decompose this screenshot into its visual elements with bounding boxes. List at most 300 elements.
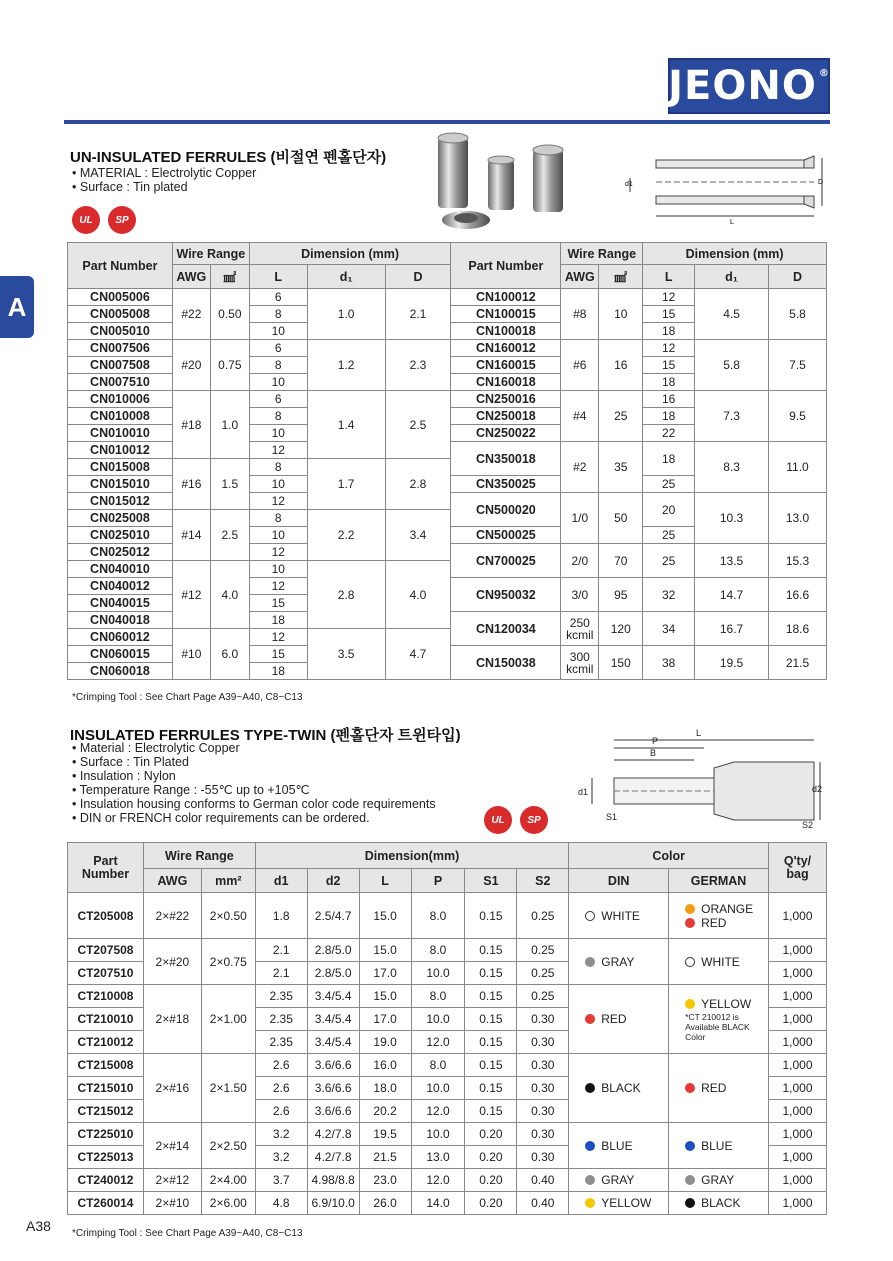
- dim-S1: 0.15: [465, 962, 517, 985]
- dim-S1: 0.20: [465, 1146, 517, 1169]
- length: 6: [249, 289, 307, 306]
- length: 12: [249, 578, 307, 595]
- length: 8: [249, 306, 307, 323]
- dim-S1: 0.15: [465, 893, 517, 939]
- col-S2: S2: [517, 869, 569, 893]
- color-dot-icon: [585, 957, 595, 967]
- din-color-label: YELLOW: [601, 1196, 652, 1210]
- B-label: B: [650, 748, 657, 758]
- sec2-drawing: [574, 724, 830, 832]
- table-row: [68, 391, 827, 408]
- mm2: 2×0.75: [201, 939, 255, 985]
- dim-S2: 0.40: [517, 1192, 569, 1215]
- part-number: CN060015: [68, 646, 173, 663]
- quantity: 1,000: [769, 1100, 827, 1123]
- d1: 5.8: [695, 340, 769, 391]
- din-color: [569, 1054, 669, 1123]
- part-number: CN100015: [451, 306, 561, 323]
- col-part: Part Number: [68, 843, 144, 893]
- D: 2.8: [385, 459, 451, 510]
- length: 12: [249, 544, 307, 561]
- awg: 2/0: [561, 544, 599, 578]
- length: 25: [643, 527, 695, 544]
- part-number: CN060018: [68, 663, 173, 680]
- dim-d1: 2.1: [255, 939, 307, 962]
- quantity: 1,000: [769, 893, 827, 939]
- dim-S1: 0.15: [465, 1100, 517, 1123]
- awg: 1/0: [561, 493, 599, 544]
- col-awg: AWG: [143, 869, 201, 893]
- mm2: 2.5: [210, 510, 249, 561]
- dim-S2: 0.25: [517, 962, 569, 985]
- part-number: CN005010: [68, 323, 173, 340]
- mm2: 120: [599, 612, 643, 646]
- dim-S2: 0.30: [517, 1031, 569, 1054]
- awg: #12: [172, 561, 210, 629]
- D-label: D: [818, 179, 824, 186]
- d1: 10.3: [695, 493, 769, 544]
- quantity: 1,000: [769, 939, 827, 962]
- part-number: CN007506: [68, 340, 173, 357]
- length: 32: [643, 578, 695, 612]
- length: 25: [643, 544, 695, 578]
- sec1-bullets: [72, 166, 256, 194]
- dim-d1: 3.2: [255, 1146, 307, 1169]
- d1: 7.3: [695, 391, 769, 442]
- length: 15: [249, 595, 307, 612]
- d1: 4.5: [695, 289, 769, 340]
- quantity: 1,000: [769, 1008, 827, 1031]
- D: 18.6: [769, 612, 827, 646]
- length: 15: [643, 357, 695, 374]
- dim-L: 15.0: [359, 939, 411, 962]
- d1: 8.3: [695, 442, 769, 493]
- dim-P: 8.0: [411, 939, 465, 962]
- quantity: 1,000: [769, 1123, 827, 1146]
- mm2: 25: [599, 391, 643, 442]
- ul-cert-icon: UL: [72, 206, 100, 234]
- color-dot-icon: [685, 1141, 695, 1151]
- dim-d2: 4.2/7.8: [307, 1146, 359, 1169]
- part-number: CT207508: [68, 939, 144, 962]
- D: 16.6: [769, 578, 827, 612]
- dim-d1: 2.1: [255, 962, 307, 985]
- col-d1: d₁: [307, 265, 385, 289]
- mm2: 4.0: [210, 561, 249, 629]
- din-color-label: BLACK: [601, 1081, 641, 1095]
- table-row: [68, 1123, 827, 1146]
- L-label: L: [730, 219, 734, 226]
- length: 38: [643, 646, 695, 680]
- mm2: 10: [599, 289, 643, 340]
- part-number: CN010012: [68, 442, 173, 459]
- length: 8: [249, 459, 307, 476]
- part-number: CN040015: [68, 595, 173, 612]
- length: 22: [643, 425, 695, 442]
- mm2: 16: [599, 340, 643, 391]
- dim-d2: 3.6/6.6: [307, 1100, 359, 1123]
- dim-d2: 6.9/10.0: [307, 1192, 359, 1215]
- dim-d2: 3.6/6.6: [307, 1077, 359, 1100]
- col-awg: AWG: [561, 265, 599, 289]
- german-color: [669, 893, 769, 939]
- part-number: CT260014: [68, 1192, 144, 1215]
- awg: 3/0: [561, 578, 599, 612]
- part-number: CN015010: [68, 476, 173, 493]
- table-row: [68, 893, 827, 939]
- dim-L: 15.0: [359, 893, 411, 939]
- length: 6: [249, 391, 307, 408]
- german-color-label: ORANGE: [701, 901, 754, 916]
- color-dot-icon: [585, 1175, 595, 1185]
- col-din: DIN: [569, 869, 669, 893]
- insulated-table: [67, 842, 827, 1215]
- dim-P: 12.0: [411, 1169, 465, 1192]
- d1: 2.2: [307, 510, 385, 561]
- mm2: 2×2.50: [201, 1123, 255, 1169]
- d1: 2.8: [307, 561, 385, 629]
- table-row: [68, 289, 827, 306]
- color-dot-icon: [685, 1198, 695, 1208]
- part-number: CN250016: [451, 391, 561, 408]
- mm2: 1.5: [210, 459, 249, 510]
- S1-label: S1: [606, 812, 618, 822]
- D: 4.7: [385, 629, 451, 680]
- D: 15.3: [769, 544, 827, 578]
- dim-L: 19.0: [359, 1031, 411, 1054]
- dim-d1: 1.8: [255, 893, 307, 939]
- dim-L: 20.2: [359, 1100, 411, 1123]
- german-color: [669, 1054, 769, 1123]
- length: 12: [249, 442, 307, 459]
- dim-S2: 0.30: [517, 1008, 569, 1031]
- german-color: [669, 985, 769, 1054]
- mm2: 2×6.00: [201, 1192, 255, 1215]
- dim-S1: 0.15: [465, 1008, 517, 1031]
- table-row: [68, 1192, 827, 1215]
- dim-S2: 0.30: [517, 1100, 569, 1123]
- dim-L: 26.0: [359, 1192, 411, 1215]
- dim-S2: 0.25: [517, 985, 569, 1008]
- sec2-note: *Crimping Tool : See Chart Page A39~A40, C8~C13: [72, 1228, 303, 1239]
- mm2: 2×4.00: [201, 1169, 255, 1192]
- L-label: L: [696, 728, 702, 738]
- dim-L: 23.0: [359, 1169, 411, 1192]
- mm2: 95: [599, 578, 643, 612]
- quantity: 1,000: [769, 985, 827, 1008]
- col-awg: AWG: [172, 265, 210, 289]
- length: 10: [249, 323, 307, 340]
- d1: 14.7: [695, 578, 769, 612]
- table-row: [68, 1169, 827, 1192]
- D: 9.5: [769, 391, 827, 442]
- din-color: [569, 1192, 669, 1215]
- length: 15: [643, 306, 695, 323]
- dim-S2: 0.25: [517, 893, 569, 939]
- german-color-line: [685, 955, 768, 969]
- length: 8: [249, 408, 307, 425]
- length: 15: [249, 646, 307, 663]
- part-number: CN010008: [68, 408, 173, 425]
- bullet: • Insulation : Nylon: [72, 769, 436, 783]
- color-dot-icon: [685, 904, 695, 914]
- table-row: [68, 340, 827, 357]
- dim-L: 16.0: [359, 1054, 411, 1077]
- d1: 13.5: [695, 544, 769, 578]
- length: 10: [249, 561, 307, 578]
- dim-S1: 0.20: [465, 1123, 517, 1146]
- sec1-note: *Crimping Tool : See Chart Page A39~A40, C8~C13: [72, 692, 303, 703]
- part-number: CN350018: [451, 442, 561, 476]
- din-color-label: WHITE: [601, 908, 640, 923]
- col-dim: Dimension (mm): [249, 243, 451, 265]
- length: 10: [249, 476, 307, 493]
- ferrule-photo: [428, 130, 608, 230]
- part-number: CN500025: [451, 527, 561, 544]
- length: 18: [643, 408, 695, 425]
- awg: 2×#22: [143, 893, 201, 939]
- german-color: [669, 1123, 769, 1169]
- d1: 3.5: [307, 629, 385, 680]
- part-number: CT215010: [68, 1077, 144, 1100]
- mm2: 0.75: [210, 340, 249, 391]
- col-d1: d₁: [695, 265, 769, 289]
- quantity: 1,000: [769, 1169, 827, 1192]
- sec1-certs: [72, 206, 136, 234]
- german-color-line: [685, 916, 768, 930]
- dim-d1: 2.6: [255, 1077, 307, 1100]
- din-color: [569, 1123, 669, 1169]
- din-color: [569, 893, 669, 939]
- part-number: CN010010: [68, 425, 173, 442]
- col-qty: Q'ty/ bag: [769, 843, 827, 893]
- german-color-label: RED: [701, 915, 727, 930]
- length: 12: [643, 289, 695, 306]
- dim-P: 12.0: [411, 1031, 465, 1054]
- d1: 16.7: [695, 612, 769, 646]
- dim-P: 10.0: [411, 1077, 465, 1100]
- awg: 2×#14: [143, 1123, 201, 1169]
- col-color: Color: [569, 843, 769, 869]
- part-number: CT210012: [68, 1031, 144, 1054]
- part-number: CN060012: [68, 629, 173, 646]
- D: 2.5: [385, 391, 451, 459]
- part-number: CT210008: [68, 985, 144, 1008]
- part-number: CN250018: [451, 408, 561, 425]
- dim-P: 8.0: [411, 1054, 465, 1077]
- part-number: CN350025: [451, 476, 561, 493]
- dim-d2: 3.4/5.4: [307, 1031, 359, 1054]
- dim-S1: 0.15: [465, 985, 517, 1008]
- part-number: CT215012: [68, 1100, 144, 1123]
- part-number: CN010006: [68, 391, 173, 408]
- dim-S2: 0.25: [517, 939, 569, 962]
- bullet: • Temperature Range : -55℃ up to +105℃: [72, 783, 436, 797]
- length: 16: [643, 391, 695, 408]
- length: 18: [249, 663, 307, 680]
- length: 10: [249, 425, 307, 442]
- col-S1: S1: [465, 869, 517, 893]
- awg: #10: [172, 629, 210, 680]
- part-number: CN025008: [68, 510, 173, 527]
- dim-P: 8.0: [411, 985, 465, 1008]
- length: 12: [249, 493, 307, 510]
- part-number: CN015012: [68, 493, 173, 510]
- csa-cert-icon: SP: [520, 806, 548, 834]
- german-color-line: [685, 1139, 768, 1153]
- col-wire: Wire Range: [172, 243, 249, 265]
- german-color-label: YELLOW: [701, 996, 752, 1011]
- D: 21.5: [769, 646, 827, 680]
- part-number: CT225013: [68, 1146, 144, 1169]
- mm2: 70: [599, 544, 643, 578]
- color-dot-icon: [585, 911, 595, 921]
- part-number: CN160018: [451, 374, 561, 391]
- german-color: [669, 1192, 769, 1215]
- part-number: CN250022: [451, 425, 561, 442]
- quantity: 1,000: [769, 1192, 827, 1215]
- d1: 1.7: [307, 459, 385, 510]
- german-color-label: BLACK: [701, 1196, 741, 1210]
- table-row: [68, 939, 827, 962]
- awg: #18: [172, 391, 210, 459]
- d1: 1.2: [307, 340, 385, 391]
- part-number: CN007508: [68, 357, 173, 374]
- bullet: • MATERIAL : Electrolytic Copper: [72, 166, 256, 180]
- dim-S2: 0.30: [517, 1146, 569, 1169]
- table-row: [68, 985, 827, 1008]
- dim-d1: 2.35: [255, 985, 307, 1008]
- color-dot-icon: [685, 918, 695, 928]
- awg: 2×#18: [143, 985, 201, 1054]
- mm2: 0.50: [210, 289, 249, 340]
- col-L: L: [643, 265, 695, 289]
- bullet: • Material : Electrolytic Copper: [72, 741, 436, 755]
- awg: 2×#12: [143, 1169, 201, 1192]
- dim-S2: 0.40: [517, 1169, 569, 1192]
- length: 18: [249, 612, 307, 629]
- length: 6: [249, 340, 307, 357]
- part-number: CN160012: [451, 340, 561, 357]
- german-color-line: [685, 1081, 768, 1095]
- D: 2.1: [385, 289, 451, 340]
- dim-S1: 0.15: [465, 1054, 517, 1077]
- quantity: 1,000: [769, 1031, 827, 1054]
- mm2: 50: [599, 493, 643, 544]
- dim-d1: 3.7: [255, 1169, 307, 1192]
- d1: 1.4: [307, 391, 385, 459]
- quantity: 1,000: [769, 1054, 827, 1077]
- part-number: CT210010: [68, 1008, 144, 1031]
- length: 20: [643, 493, 695, 527]
- dim-L: 17.0: [359, 1008, 411, 1031]
- color-dot-icon: [585, 1198, 595, 1208]
- dim-S2: 0.30: [517, 1123, 569, 1146]
- german-color-line: [685, 902, 768, 916]
- german-color-label: GRAY: [701, 1173, 735, 1187]
- D: 11.0: [769, 442, 827, 493]
- length: 18: [643, 323, 695, 340]
- part-number: CN025012: [68, 544, 173, 561]
- german-color-label: RED: [701, 1081, 727, 1095]
- dim-d2: 4.2/7.8: [307, 1123, 359, 1146]
- bullet: • Surface : Tin plated: [72, 180, 256, 194]
- dim-P: 13.0: [411, 1146, 465, 1169]
- col-mm: mm²: [201, 869, 255, 893]
- d2-label: d2: [812, 784, 823, 794]
- quantity: 1,000: [769, 962, 827, 985]
- D: 5.8: [769, 289, 827, 340]
- din-color: [569, 985, 669, 1054]
- dim-L: 19.5: [359, 1123, 411, 1146]
- length: 12: [643, 340, 695, 357]
- color-dot-icon: [685, 1083, 695, 1093]
- D: 4.0: [385, 561, 451, 629]
- col-dim: Dimension(mm): [255, 843, 568, 869]
- german-color-note: *CT 210012 is Available BLACK Color: [685, 1011, 750, 1042]
- dim-d2: 3.4/5.4: [307, 985, 359, 1008]
- d1: 19.5: [695, 646, 769, 680]
- mm2: 2×0.50: [201, 893, 255, 939]
- color-dot-icon: [685, 1175, 695, 1185]
- din-color-label: RED: [601, 1012, 627, 1026]
- sec1-title: UN-INSULATED FERRULES (비절연 펜홀단자): [70, 149, 387, 166]
- dim-P: 10.0: [411, 1008, 465, 1031]
- part-number: CN007510: [68, 374, 173, 391]
- part-number: CN950032: [451, 578, 561, 612]
- sec1-drawing: [618, 152, 830, 226]
- col-wire: Wire Range: [143, 843, 255, 869]
- D: 7.5: [769, 340, 827, 391]
- din-color-label: BLUE: [601, 1138, 633, 1153]
- part-number: CN040012: [68, 578, 173, 595]
- length: 10: [249, 374, 307, 391]
- length: 12: [249, 629, 307, 646]
- section-tab: A: [0, 276, 34, 338]
- part-number: CN100018: [451, 323, 561, 340]
- part-number: CN700025: [451, 544, 561, 578]
- uninsulated-table: [67, 242, 827, 680]
- dim-S1: 0.15: [465, 1031, 517, 1054]
- length: 25: [643, 476, 695, 493]
- dim-d1: 2.6: [255, 1054, 307, 1077]
- awg: #4: [561, 391, 599, 442]
- dim-L: 15.0: [359, 985, 411, 1008]
- awg: #16: [172, 459, 210, 510]
- d1-label: d1: [625, 181, 633, 188]
- col-d1: d1: [255, 869, 307, 893]
- din-color-label: GRAY: [601, 1173, 635, 1187]
- part-number: CN005006: [68, 289, 173, 306]
- length: 8: [249, 357, 307, 374]
- german-color-label: BLUE: [701, 1138, 733, 1153]
- col-wire: Wire Range: [561, 243, 643, 265]
- dim-d2: 3.4/5.4: [307, 1008, 359, 1031]
- part-number: CT207510: [68, 962, 144, 985]
- dim-P: 8.0: [411, 893, 465, 939]
- dim-S1: 0.15: [465, 939, 517, 962]
- dim-S1: 0.15: [465, 1077, 517, 1100]
- awg: #6: [561, 340, 599, 391]
- ul-cert-icon: UL: [484, 806, 512, 834]
- awg: 2×#10: [143, 1192, 201, 1215]
- sec2-bullets: [72, 741, 436, 825]
- awg: 300 kcmil: [561, 646, 599, 680]
- dim-d2: 3.6/6.6: [307, 1054, 359, 1077]
- color-dot-icon: [685, 999, 695, 1009]
- dim-S2: 0.30: [517, 1077, 569, 1100]
- part-number: CN040010: [68, 561, 173, 578]
